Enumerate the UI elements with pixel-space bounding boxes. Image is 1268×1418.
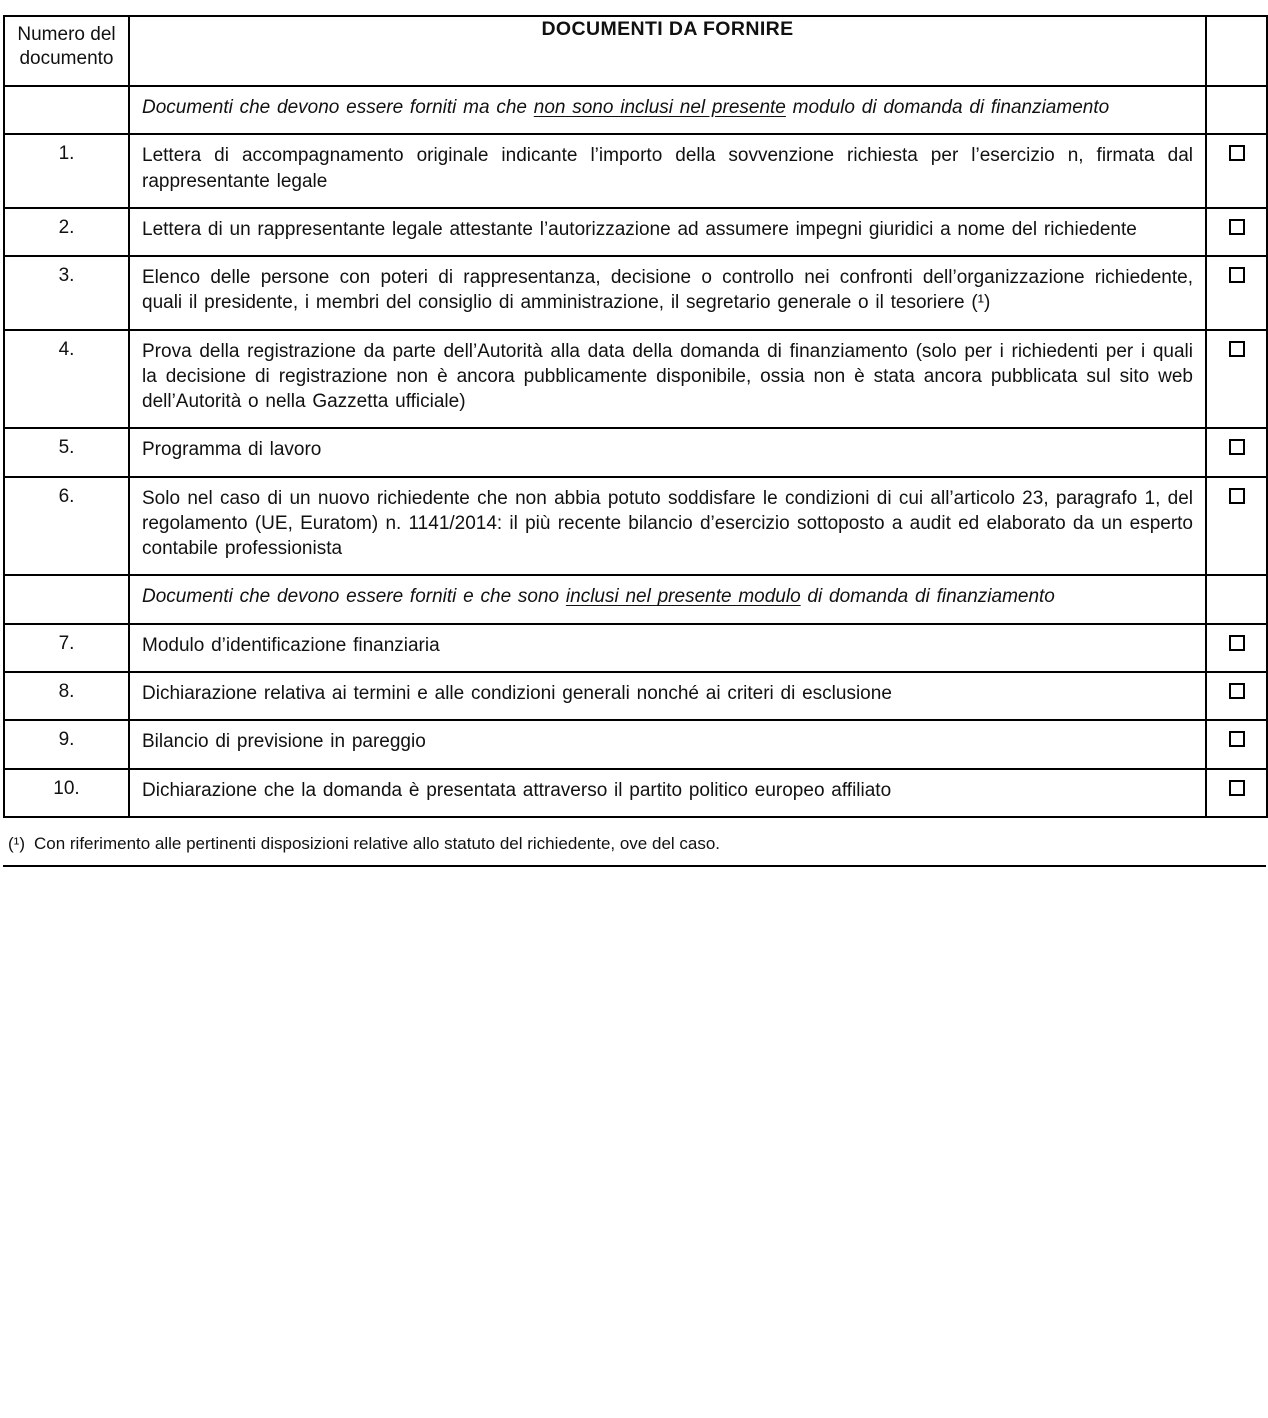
checkbox-cell [1206, 208, 1267, 256]
table-row [4, 134, 1267, 208]
doc-description-cell: Programma di lavoro [129, 428, 1206, 476]
checkbox[interactable] [1229, 267, 1245, 283]
col-header-numero: Numero del documento [4, 16, 129, 86]
doc-number-cell: 4. [4, 330, 129, 429]
checkbox-cell [1206, 720, 1267, 768]
section-text-underlined: inclusi nel presente modulo [565, 586, 801, 608]
doc-number-cell: 2. [4, 208, 129, 256]
table-row [4, 624, 1267, 672]
col-header-checkbox [1206, 16, 1267, 86]
table-row [4, 428, 1267, 476]
section-header-text [129, 86, 1206, 134]
doc-number-cell: 7. [4, 624, 129, 672]
checkbox[interactable] [1229, 683, 1245, 699]
doc-description-cell: Prova della registrazione da parte dell’Autorità alla data della domanda di finanziamento (solo per i richiedenti per i quali la decisione di registrazione non è ancora pubblicamente disponibile, ossia non è stata ancora pubblicata sul sito web dell’Autorità o nella Gazzetta ufficiale) [129, 330, 1206, 429]
doc-number-cell [4, 575, 129, 623]
checkbox[interactable] [1229, 439, 1245, 455]
table-header-row [4, 16, 1267, 86]
documents-table [3, 15, 1268, 818]
doc-number-cell: 8. [4, 672, 129, 720]
doc-description-cell: Modulo d’identificazione finanziaria [129, 624, 1206, 672]
checkbox-cell [1206, 134, 1267, 208]
section-text-pre: Documenti che devono essere forniti ma che [142, 97, 534, 118]
table-row [4, 720, 1267, 768]
doc-number-cell [4, 86, 129, 134]
table-row [4, 769, 1267, 817]
doc-number-cell: 9. [4, 720, 129, 768]
table-row [4, 330, 1267, 429]
section-text-underlined: non sono inclusi nel presente [533, 97, 786, 118]
doc-description-cell: Lettera di accompagnamento originale indicante l’importo della sovvenzione richiesta per l’esercizio n, firmata dal rappresentante legale [129, 134, 1206, 208]
table-row [4, 256, 1267, 330]
doc-number-cell: 10. [4, 769, 129, 817]
checkbox[interactable] [1229, 731, 1245, 747]
doc-number-cell: 1. [4, 134, 129, 208]
doc-description-cell: Bilancio di previsione in pareggio [129, 720, 1206, 768]
doc-number-cell: 3. [4, 256, 129, 330]
section-text-post: di domanda di finanziamento [800, 586, 1055, 608]
checkbox-cell [1206, 624, 1267, 672]
checkbox-cell [1206, 428, 1267, 476]
doc-description-cell: Dichiarazione relativa ai termini e alle condizioni generali nonché ai criteri di esclusione [129, 672, 1206, 720]
table-row [4, 208, 1267, 256]
doc-description-cell: Solo nel caso di un nuovo richiedente che non abbia potuto soddisfare le condizioni di cui all’articolo 23, paragrafo 1, del regolamento (UE, Euratom) n. 1141/2014: il più recente bilancio d’esercizio sottoposto a audit ed elaborato da un esperto contabile professionista [129, 477, 1206, 576]
section-text-pre: Documenti che devono essere forniti e che sono [142, 586, 566, 608]
checkbox-cell [1206, 477, 1267, 576]
checkbox[interactable] [1229, 635, 1245, 651]
section-text-post: modulo di domanda di finanziamento [785, 97, 1110, 118]
doc-description-cell: Lettera di un rappresentante legale attestante l’autorizzazione ad assumere impegni giuridici a nome del richiedente [129, 208, 1206, 256]
footnote [8, 833, 1263, 855]
checkbox[interactable] [1229, 341, 1245, 357]
footnote-rule [3, 865, 1266, 867]
section-header-text [129, 575, 1206, 623]
doc-number-cell: 5. [4, 428, 129, 476]
table-row [4, 672, 1267, 720]
col-header-documenti: DOCUMENTI DA FORNIRE [129, 16, 1206, 86]
doc-number-cell: 6. [4, 477, 129, 576]
doc-description-cell: Elenco delle persone con poteri di rappresentanza, decisione o controllo nei confronti dell’organizzazione richiedente, quali il presidente, i membri del consiglio di amministrazione, il segretario generale o il tesoriere (¹) [129, 256, 1206, 330]
footnote-text: Con riferimento alle pertinenti disposizioni relative allo statuto del richiedente, ove del caso. [33, 833, 721, 853]
checkbox[interactable] [1229, 488, 1245, 504]
table-row [4, 477, 1267, 576]
checkbox-cell [1206, 575, 1267, 623]
section-header-row-included [4, 575, 1267, 623]
checkbox-cell [1206, 769, 1267, 817]
section-header-row-not-included [4, 86, 1267, 134]
footnote-marker: (¹) [8, 833, 25, 853]
checkbox-cell [1206, 330, 1267, 429]
checkbox-cell [1206, 256, 1267, 330]
doc-description-cell: Dichiarazione che la domanda è presentata attraverso il partito politico europeo affiliato [129, 769, 1206, 817]
checkbox[interactable] [1229, 219, 1245, 235]
checkbox-cell [1206, 672, 1267, 720]
checkbox-cell [1206, 86, 1267, 134]
checkbox[interactable] [1229, 145, 1245, 161]
checkbox[interactable] [1229, 780, 1245, 796]
